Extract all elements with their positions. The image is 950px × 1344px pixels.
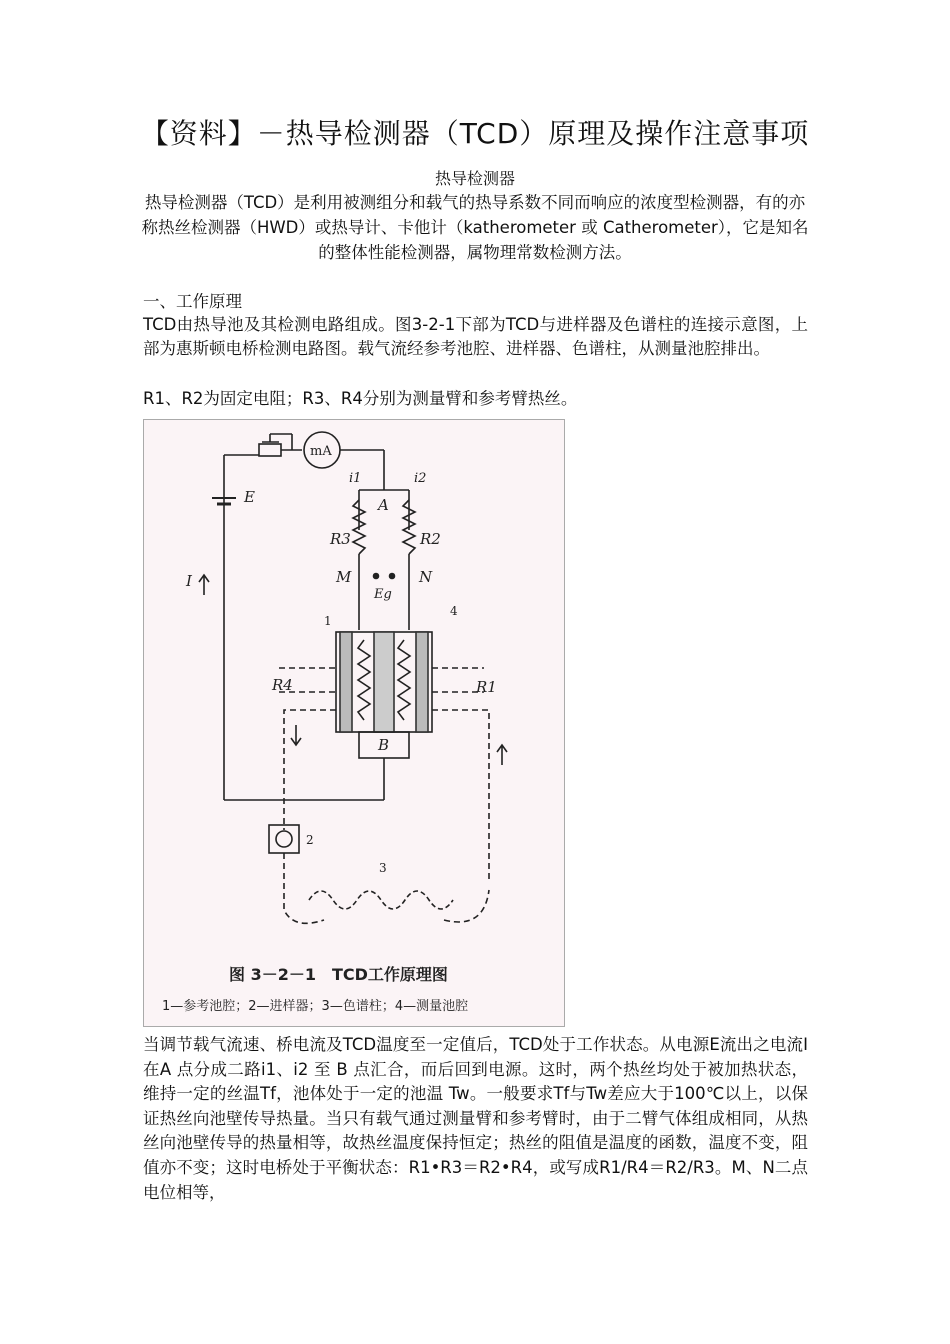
label-2: 2 bbox=[306, 833, 314, 847]
intro-paragraph: 热导检测器（TCD）是利用被测组分和载气的热导系数不同而响应的浓度型检测器，有的亦称热丝检测器（HWD）或热导计、卡他计（katherometer 或 Catherometer），它是知名的整体性能检测器，属物理常数检测方法。 bbox=[141, 193, 809, 262]
figure-legend: 1—参考池腔；2—进样器；3—色谱柱；4—测量池腔 bbox=[162, 999, 469, 1014]
label-1: 1 bbox=[324, 614, 332, 628]
label-n: N bbox=[419, 568, 433, 586]
label-r4: R4 bbox=[272, 676, 293, 694]
page-subtitle: 热导检测器 bbox=[434, 169, 515, 188]
section-heading: 一、工作原理 bbox=[143, 292, 242, 311]
paragraph-operation: 当调节载气流速、桥电流及TCD温度至一定值后，TCD处于工作状态。从电源E流出之电流I 在A 点分成二路i1、i2 至 B 点汇合，而后回到电源。这时，两个热丝均处于被加热状态，维持一定的丝温Tf，池体处于一定的池温 Tw。一般要求Tf与Tw差应大于100℃以上，以保证热丝向池壁传导热量。当只有载气通过测量臂和参考臂时，由于二臂气体组成相同，从热丝向池壁传导的热量相等，故热丝温度保持恒定；热丝的阻值是温度的函数，温度不变，阻值亦不变；这时电桥处于平衡状态：R1•R3＝R2•R4，或写成R1/R4＝R2/R3。M、N二点电位相等， bbox=[143, 1035, 808, 1202]
figure-caption: 图 3－2－1 TCD工作原理图 bbox=[229, 965, 448, 984]
tcd-circuit-diagram bbox=[144, 420, 564, 1026]
label-ma: mA bbox=[310, 444, 332, 459]
carrier-gas-path bbox=[284, 710, 336, 830]
paragraph-principle: TCD由热导池及其检测电路组成。图3-2-1下部为TCD与进样器及色谱柱的连接示意图，上部为惠斯顿电桥检测电路图。载气流经参考池腔、进样器、色谱柱，从测量池腔排出。 bbox=[143, 315, 808, 358]
label-a: A bbox=[378, 496, 389, 514]
label-i: I bbox=[186, 572, 192, 590]
label-r3: R3 bbox=[330, 530, 351, 548]
label-i1: i1 bbox=[349, 471, 362, 486]
measuring-cell-wall bbox=[416, 632, 428, 732]
rheostat bbox=[259, 444, 281, 456]
arrow-up-icon bbox=[199, 575, 209, 595]
label-m: M bbox=[336, 568, 352, 586]
label-4: 4 bbox=[450, 604, 458, 618]
reference-cell-wall bbox=[340, 632, 352, 732]
label-3: 3 bbox=[379, 861, 387, 875]
arrow-down-icon bbox=[291, 725, 301, 745]
label-eg: Eg bbox=[374, 587, 392, 602]
label-r1: R1 bbox=[476, 678, 497, 696]
center-block bbox=[374, 632, 394, 732]
page-title: 【资料】－热导检测器（TCD）原理及操作注意事项 bbox=[140, 117, 810, 150]
label-i2: i2 bbox=[414, 471, 427, 486]
column-coil bbox=[309, 891, 453, 909]
tcd-diagram-figure bbox=[143, 419, 565, 1027]
arrow-up-icon bbox=[497, 745, 507, 765]
label-e: E bbox=[244, 488, 255, 506]
label-b: B bbox=[378, 736, 390, 754]
paragraph-resistors: R1、R2为固定电阻；R3、R4分别为测量臂和参考臂热丝。 bbox=[143, 389, 578, 408]
label-r2: R2 bbox=[420, 530, 441, 548]
